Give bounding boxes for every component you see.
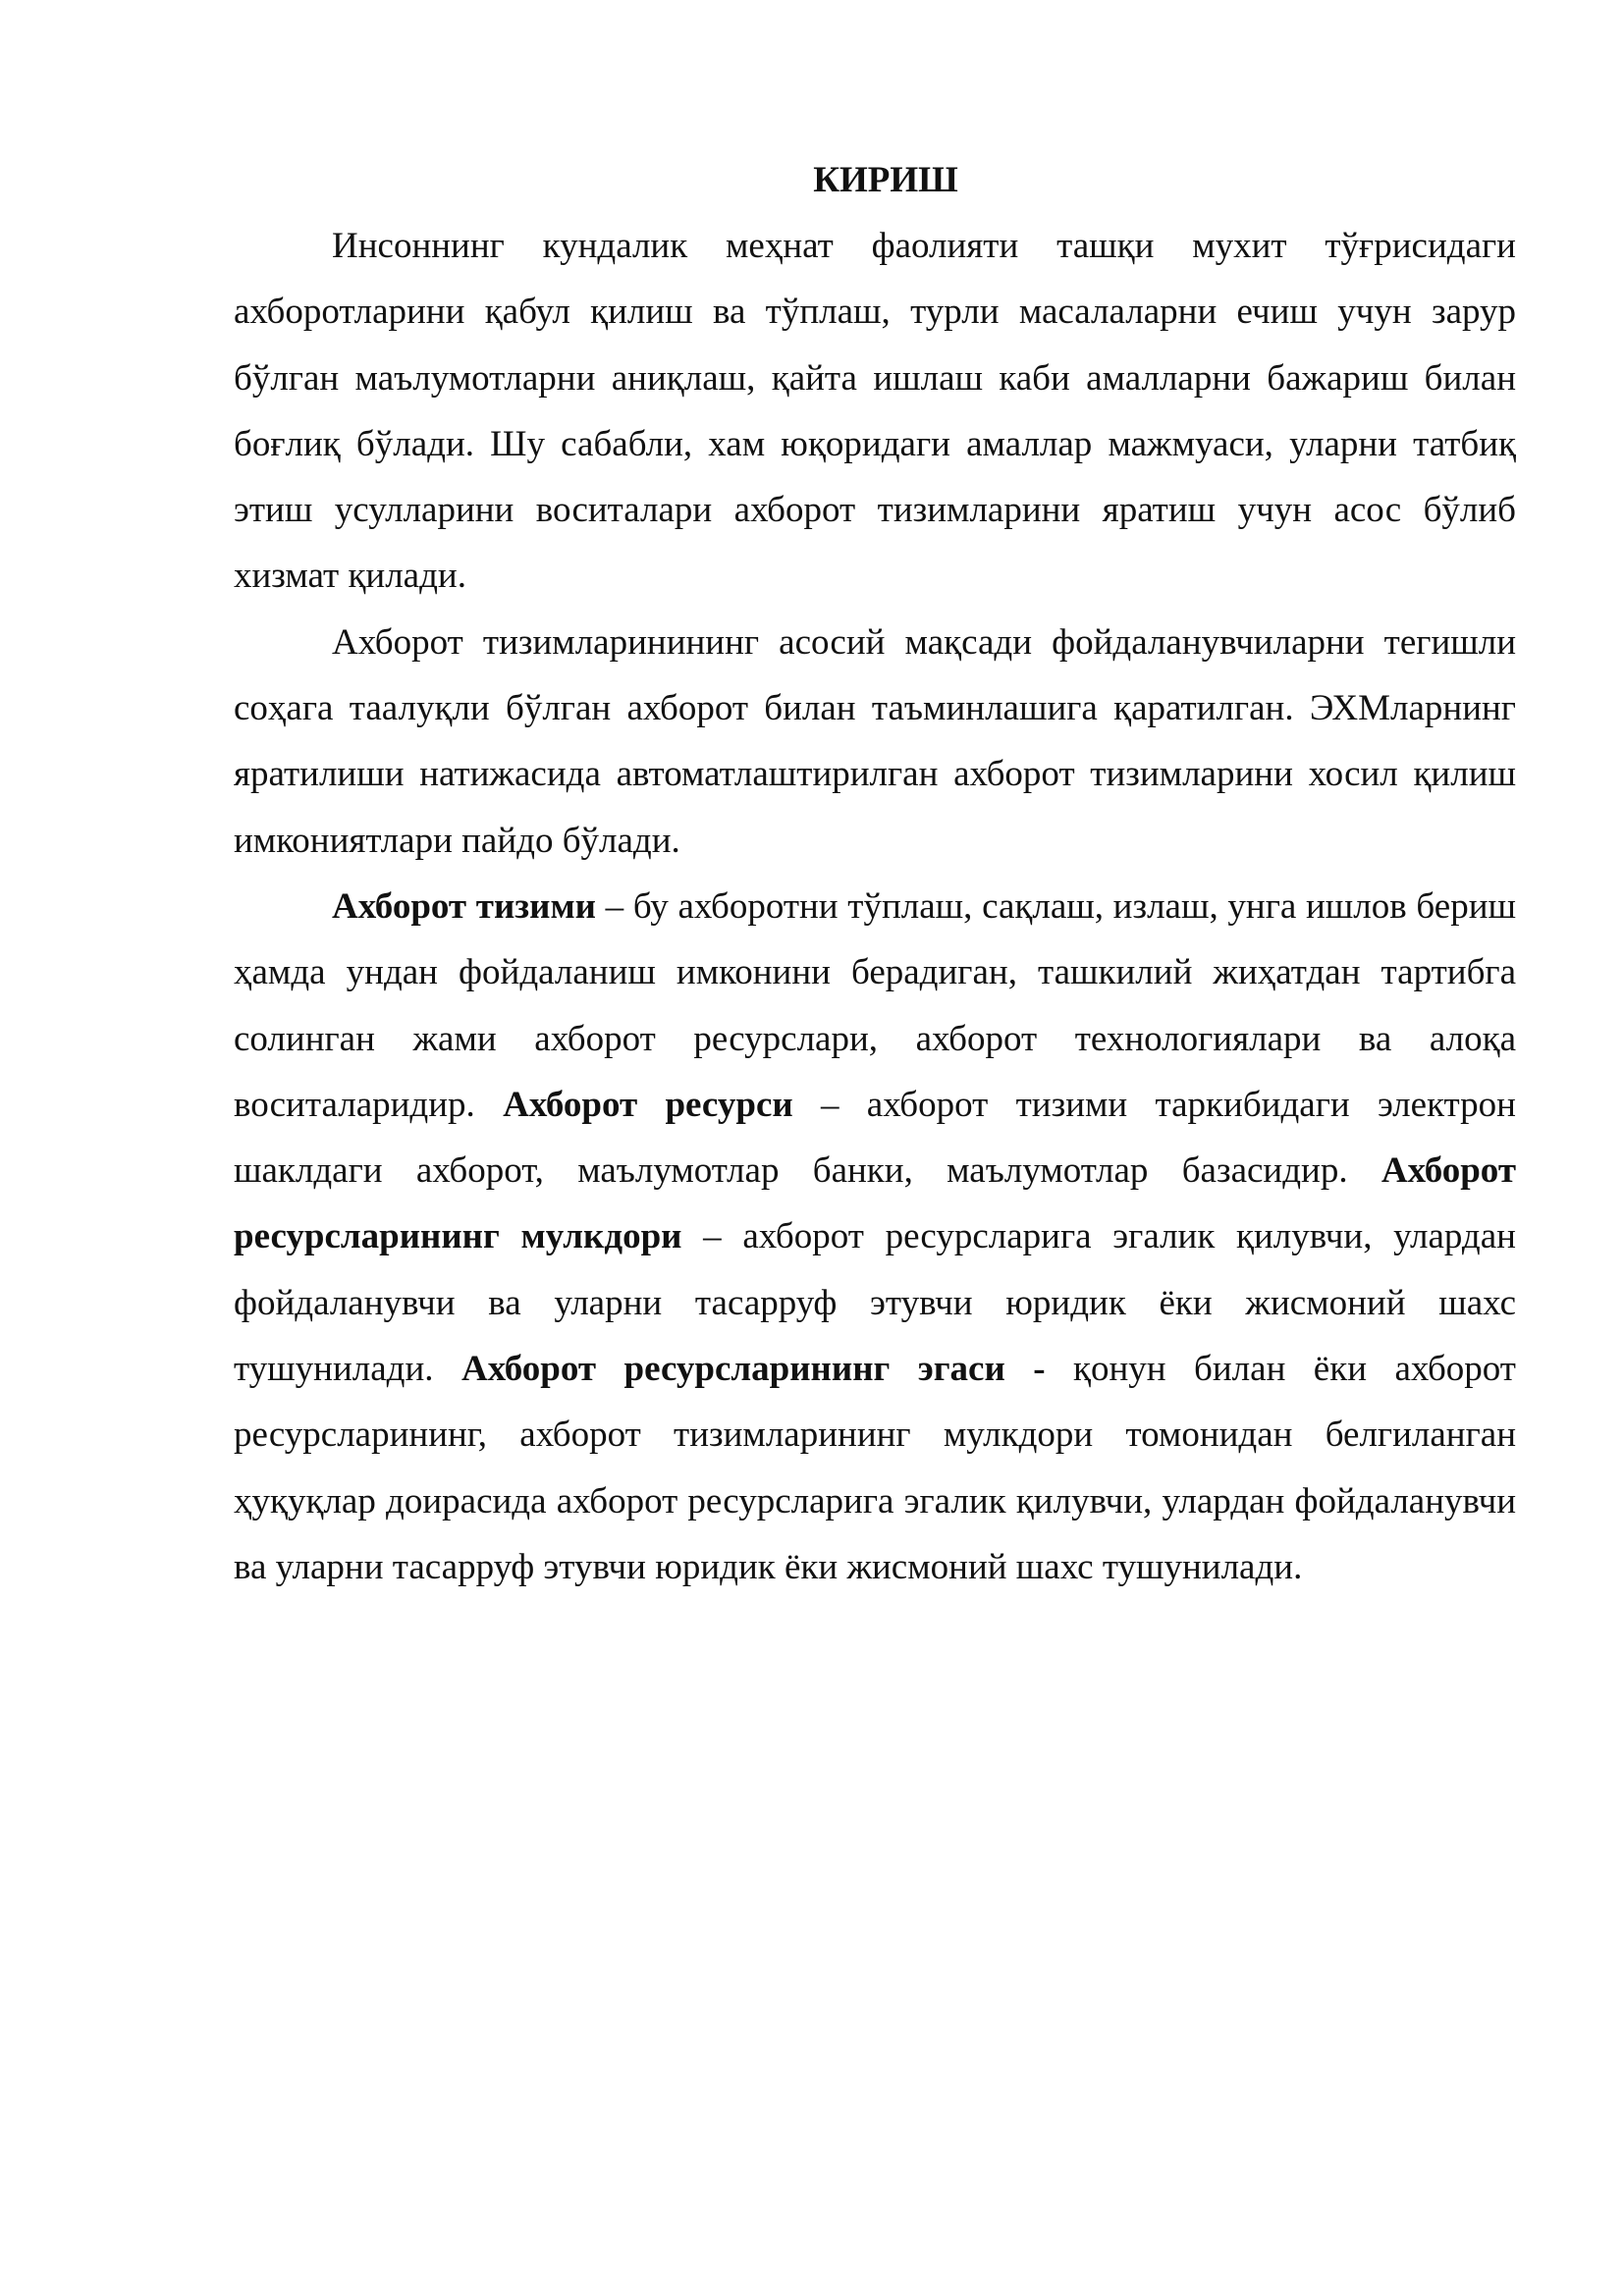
- definition-information-resource: – ахборот тизими таркибидаги электрон шаклдаги ахборот, маълумотлар банки, маълумотлар базасидир.: [234, 1084, 1516, 1192]
- paragraph-goal: Ахборот тизимларинининг асосий мақсади фойдаланувчиларни тегишли соҳага таалуқли бўлган ахборот билан таъминлашига қаратилган. ЭХМларнинг яратилиши натижасида автоматлаштирилган ахборот тизимларини хосил қилиш имкониятлари пайдо бўлади.: [234, 621, 1516, 861]
- document-page: [234, 147, 1516, 1600]
- definition-resource-proprietor: – ахборот ресурсларига эгалик қилувчи, улардан фойдаланувчи ва уларни тасарруф этувчи юридик ёки жисмоний шахс тушунилади.: [234, 1216, 1516, 1390]
- term-information-resource: Ахборот ресурси: [503, 1084, 793, 1125]
- definition-resource-owner: қонун билан ёки ахборот ресурсларининг, ахборот тизимларининг мулкдори томонидан белгиланган ҳуқуқлар доирасида ахборот ресурсларига эгалик қилувчи, улардан фойдаланувчи ва уларни тасарруф этувчи юридик ёки жисмоний шахс тушунилади.: [234, 1349, 1516, 1587]
- page-title: КИРИШ: [813, 160, 958, 200]
- term-resource-proprietor: Ахборот ресурсларининг мулкдори: [234, 1150, 1516, 1257]
- paragraph-definitions: [234, 874, 1516, 1600]
- term-information-system: Ахборот тизими: [332, 885, 596, 927]
- term-resource-owner: Ахборот ресурсларининг эгаси -: [460, 1349, 1046, 1390]
- definition-information-system: – бу ахборотни тўплаш, сақлаш, излаш, унга ишлов бериш ҳамда ундан фойдаланиш имконини берадиган, ташкилий жиҳатдан тартибга солинган жами ахборот ресурслари, ахборот технологиялари ва алоқа воситаларидир.: [234, 885, 1516, 1125]
- paragraph-intro: Инсоннинг кундалик меҳнат фаолияти ташқи мухит тўғрисидаги ахборотларини қабул қилиш ва тўплаш, турли масалаларни ечиш учун зарур бўлган маълумотларни аниқлаш, қайта ишлаш каби амалларни бажариш билан боғлиқ бўлади. Шу сабабли, хам юқоридаги амаллар мажмуаси, уларни татбиқ этиш усулларини воситалари ахборот тизимларини яратиш учун асос бўлиб хизмат қилади.: [234, 226, 1516, 597]
